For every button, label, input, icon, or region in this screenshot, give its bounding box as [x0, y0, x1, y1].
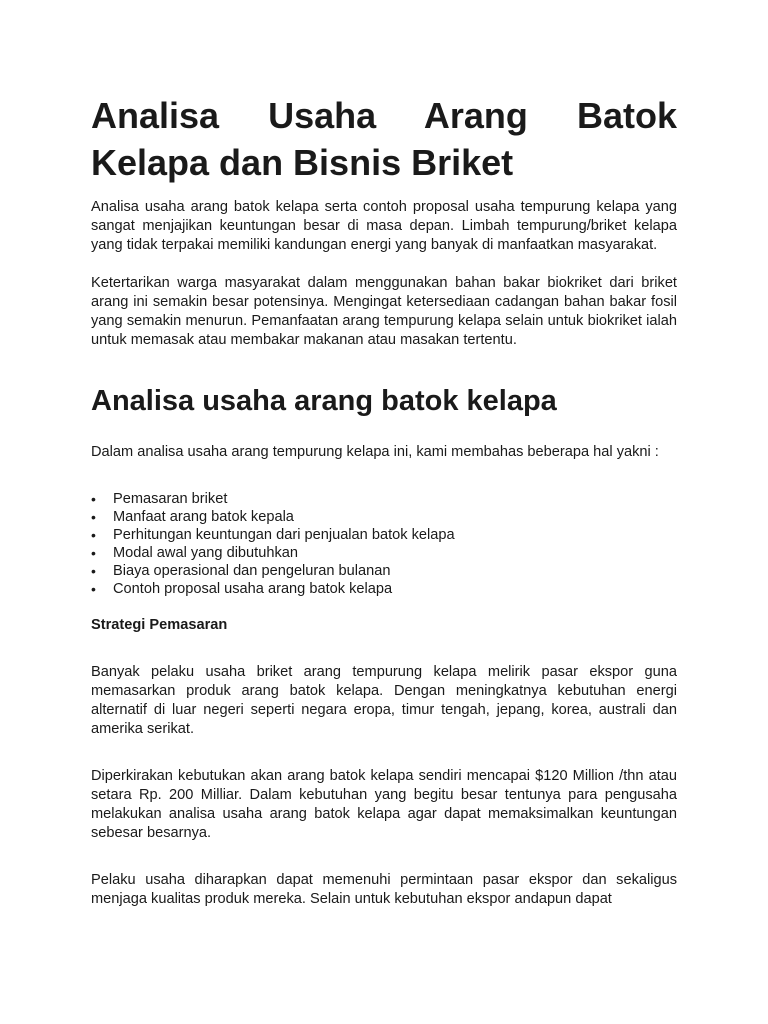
bullet-icon: •: [91, 545, 96, 561]
list-item: [91, 580, 677, 598]
bullet-icon: •: [91, 581, 96, 597]
page-title: [91, 92, 677, 186]
list-item-text: Manfaat arang batok kepala: [113, 509, 294, 525]
body-paragraph-export: Pelaku usaha diharapkan dapat memenuhi permintaan pasar ekspor dan sekaligus menjaga kualitas produk mereka. Selain untuk kebutuhan ekspor andapun dapat: [91, 872, 677, 907]
bullet-icon: •: [91, 563, 96, 579]
subheading-strategi-pemasaran: Strategi Pemasaran: [91, 617, 228, 633]
intro-paragraph: Analisa usaha arang batok kelapa serta contoh proposal usaha tempurung kelapa yang sangat menjajikan keuntungan besar di masa depan. Limbah tempurung/briket kelapa yang tidak terpakai memiliki kandungan energi yang banyak di manfaatkan masyarakat.: [91, 199, 677, 253]
list-item: [91, 490, 677, 508]
section-heading: Analisa usaha arang batok kelapa: [91, 385, 557, 417]
bullet-icon: •: [91, 509, 96, 525]
bullet-icon: •: [91, 491, 96, 507]
document-page: [91, 92, 677, 909]
list-item-text: Perhitungan keuntungan dari penjualan batok kelapa: [113, 527, 455, 543]
body-paragraph-market: Banyak pelaku usaha briket arang tempurung kelapa melirik pasar ekspor guna memasarkan produk arang batok kelapa. Dengan meningkatnya kebutuhan energi alternatif di luar negeri seperti negara eropa, timur tengah, jepang, korea, australi dan amerika serikat.: [91, 664, 677, 737]
list-item: [91, 544, 677, 562]
list-item: [91, 562, 677, 580]
lead-paragraph: Dalam analisa usaha arang tempurung kelapa ini, kami membahas beberapa hal yakni :: [91, 444, 659, 460]
list-item-text: Biaya operasional dan pengeluran bulanan: [113, 563, 391, 579]
topic-list: [91, 490, 677, 598]
title-line-1: Analisa Usaha Arang Batok: [91, 95, 677, 136]
list-item: [91, 508, 677, 526]
title-line-2: Kelapa dan Bisnis Briket: [91, 142, 514, 183]
body-paragraph-demand: Diperkirakan kebutukan akan arang batok kelapa sendiri mencapai $120 Million /thn atau setara Rp. 200 Milliar. Dalam kebutuhan yang begitu besar tentunya para pengusaha melakukan analisa usaha arang batok kelapa agar dapat memaksimalkan keuntungan sebesar besarnya.: [91, 768, 677, 841]
list-item-text: Contoh proposal usaha arang batok kelapa: [113, 581, 393, 597]
list-item: [91, 526, 677, 544]
bullet-icon: •: [91, 527, 96, 543]
body-paragraph-2: Ketertarikan warga masyarakat dalam menggunakan bahan bakar biokriket dari briket arang ini semakin besar potensinya. Mengingat ketersediaan cadangan bahan bakar fosil yang semakin menurun. Pemanfaatan arang tempurung kelapa selain untuk biokriket ialah untuk memasak atau membakar makanan atau masakan tertentu.: [91, 275, 677, 348]
list-item-text: Pemasaran briket: [113, 491, 228, 507]
list-item-text: Modal awal yang dibutuhkan: [113, 545, 298, 561]
